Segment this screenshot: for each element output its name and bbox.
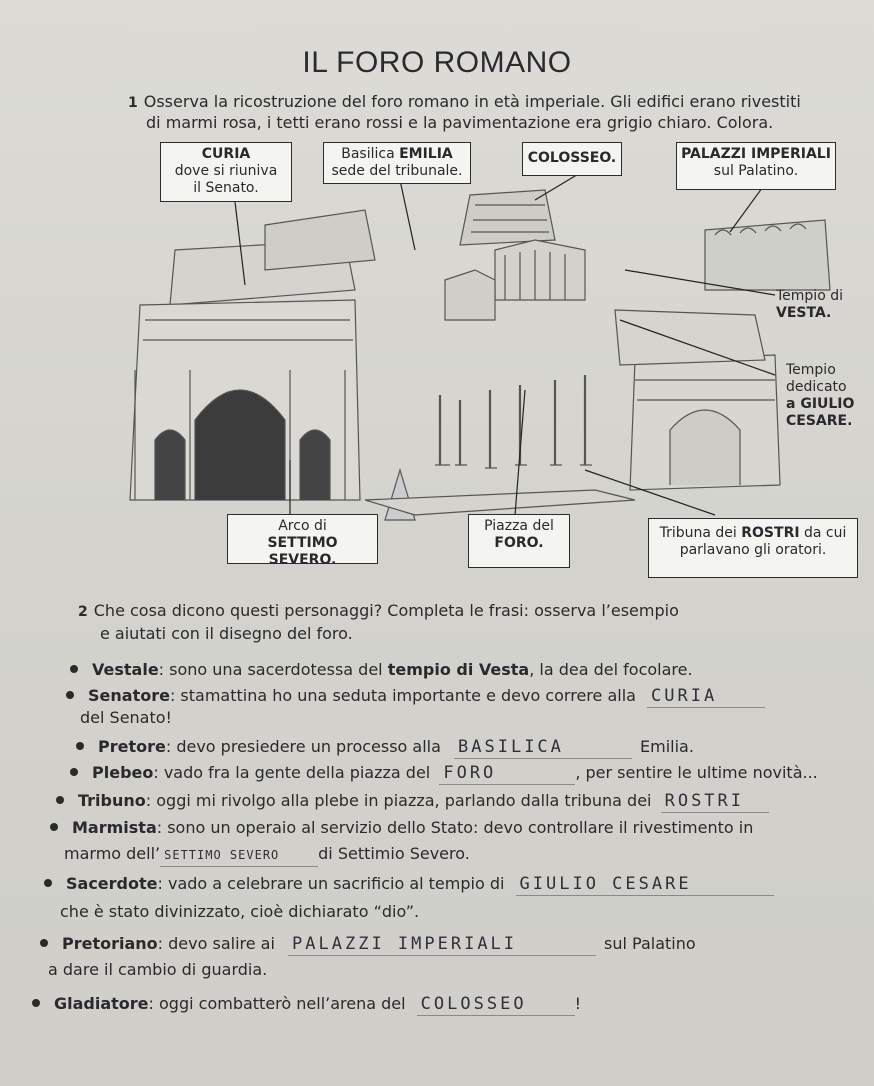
sentence-plebeo-text-2: , per sentire le ultime novità... (575, 763, 818, 782)
label-curia-name: CURIA (201, 146, 251, 162)
sentence-sacerdote (44, 873, 774, 896)
sentence-marmista-text-3: di Settimio Severo. (318, 844, 470, 863)
sentence-sacerdote-cont (60, 901, 419, 923)
sentence-plebeo-text-1: : vado fra la gente della piazza del (153, 763, 431, 782)
label-curia-desc-1: dove si riuniva (174, 163, 278, 179)
answer-field-plebeo[interactable]: FORO (439, 764, 575, 785)
role-vestale: Vestale (92, 660, 159, 679)
sentence-vestale-bold: tempio di Vesta (387, 660, 530, 679)
label-basilica-emilia (323, 142, 471, 184)
sentence-pretoriano-text-1: : devo salire ai (157, 934, 275, 953)
label-vesta-name: VESTA. (776, 305, 832, 321)
exercise-1-number: 1 (128, 95, 138, 111)
label-rostri-post: da cui (799, 525, 847, 541)
sentence-tribuno-text-1: : oggi mi rivolgo alla plebe in piazza, parlando dalla tribuna dei (145, 791, 652, 810)
sentence-marmista (50, 817, 753, 839)
label-vesta-pre: Tempio di (776, 288, 843, 304)
bullet-icon (70, 665, 78, 673)
sentence-marmista-cont (64, 843, 470, 867)
exercise-2-instructions (78, 600, 838, 645)
answer-field-pretoriano[interactable]: PALAZZI IMPERIALI (288, 935, 596, 956)
sentence-pretoriano-text-2: sul Palatino (604, 934, 696, 953)
bullet-icon (76, 742, 84, 750)
label-tempio-giulio-cesare (786, 362, 866, 430)
label-tempio-vesta (776, 288, 866, 322)
label-emilia-pre: Basilica (341, 146, 400, 162)
label-giulio-l4: CESARE. (786, 413, 853, 429)
label-palazzi-imperiali (676, 142, 836, 190)
sentence-vestale-text-1: : sono una sacerdotessa del (158, 660, 388, 679)
label-tribuna-rostri (648, 518, 858, 578)
role-sacerdote: Sacerdote (66, 874, 158, 893)
answer-field-sacerdote[interactable]: GIULIO CESARE (516, 875, 774, 896)
sentence-marmista-text-1: : sono un operaio al servizio dello Stato: devo controllare il rivestimento in (156, 818, 754, 837)
label-curia (160, 142, 292, 202)
label-curia-desc-2: il Senato. (193, 180, 259, 196)
sentence-pretoriano (40, 933, 696, 956)
label-emilia-desc: sede del tribunale. (331, 163, 463, 179)
role-marmista: Marmista (72, 818, 157, 837)
label-colosseo-name: COLOSSEO. (527, 150, 617, 166)
answer-field-gladiatore[interactable]: COLOSSEO (417, 995, 575, 1016)
exercise-2-line-1: Che cosa dicono questi personaggi? Completa le frasi: osserva l’esempio (93, 601, 679, 620)
role-pretoriano: Pretoriano (62, 934, 158, 953)
label-arco-settimo-severo (227, 514, 378, 568)
sentence-gladiatore-text-1: : oggi combatterò nell’arena del (148, 994, 406, 1013)
role-pretore: Pretore (98, 737, 166, 756)
exercise-2-number: 2 (78, 604, 88, 620)
role-gladiatore: Gladiatore (54, 994, 149, 1013)
label-palazzi-name: PALAZZI IMPERIALI (681, 146, 831, 162)
answer-field-tribuno[interactable]: ROSTRI (661, 792, 769, 813)
label-rostri-l2: parlavano gli oratori. (679, 542, 827, 558)
label-arco-l1: Arco di (278, 518, 327, 534)
label-giulio-l1: Tempio (786, 362, 836, 378)
sentence-pretoriano-cont (48, 959, 267, 981)
sentence-pretore-text-1: : devo presiedere un processo alla (165, 737, 441, 756)
bullet-icon (70, 768, 78, 776)
label-rostri-pre: Tribuna dei (659, 525, 742, 541)
answer-field-pretore[interactable]: BASILICA (454, 738, 632, 759)
exercise-1-line-1: Osserva la ricostruzione del foro romano in età imperiale. Gli edifici erano rivestiti (143, 92, 801, 111)
sentence-senatore (66, 685, 765, 708)
label-piazza-l2: FORO. (494, 535, 544, 551)
sentence-gladiatore-text-2: ! (574, 994, 582, 1013)
bullet-icon (32, 999, 40, 1007)
label-emilia-name: EMILIA (399, 146, 453, 162)
label-arco-l2: SETTIMO SEVERO. (267, 535, 338, 568)
sentence-senatore-cont (80, 707, 172, 729)
label-piazza-foro (468, 514, 570, 568)
label-giulio-l3: a GIULIO (786, 396, 855, 412)
sentence-tribuno (56, 790, 769, 813)
bullet-icon (44, 879, 52, 887)
bullet-icon (56, 796, 64, 804)
sentence-vestale (70, 659, 693, 681)
sentence-senatore-text-1: : stamattina ho una seduta importante e devo correre alla (169, 686, 636, 705)
page-title: IL FORO ROMANO (302, 46, 572, 79)
label-piazza-l1: Piazza del (484, 518, 554, 534)
sentence-pretoriano-text-3: a dare il cambio di guardia. (48, 960, 268, 979)
sentence-pretore (76, 736, 694, 759)
sentence-plebeo (70, 762, 818, 785)
sentence-senatore-text-2: del Senato! (80, 708, 172, 727)
role-plebeo: Plebeo (92, 763, 154, 782)
label-giulio-l2: dedicato (786, 379, 847, 395)
label-rostri-name: ROSTRI (741, 525, 800, 541)
label-colosseo (522, 142, 622, 176)
sentence-marmista-text-2: marmo dell’ (64, 844, 161, 863)
bullet-icon (50, 823, 58, 831)
bullet-icon (40, 939, 48, 947)
role-senatore: Senatore (88, 686, 170, 705)
answer-field-senatore[interactable]: CURIA (647, 687, 765, 708)
bullet-icon (66, 691, 74, 699)
sentence-sacerdote-text-2: che è stato divinizzato, cioè dichiarato “dio”. (60, 902, 420, 921)
exercise-1-instructions (128, 92, 828, 133)
label-palazzi-desc: sul Palatino. (713, 163, 799, 179)
sentence-pretore-text-2: Emilia. (640, 737, 694, 756)
exercise-2-line-2: e aiutati con il disegno del foro. (100, 624, 353, 643)
role-tribuno: Tribuno (78, 791, 146, 810)
sentence-vestale-text-2: , la dea del focolare. (529, 660, 693, 679)
answer-field-marmista[interactable]: SETTIMO SEVERO (160, 846, 318, 867)
sentence-gladiatore (32, 993, 581, 1016)
exercise-1-line-2: di marmi rosa, i tetti erano rossi e la pavimentazione era grigio chiaro. Colora. (146, 113, 774, 132)
sentence-sacerdote-text-1: : vado a celebrare un sacrificio al tempio di (157, 874, 505, 893)
